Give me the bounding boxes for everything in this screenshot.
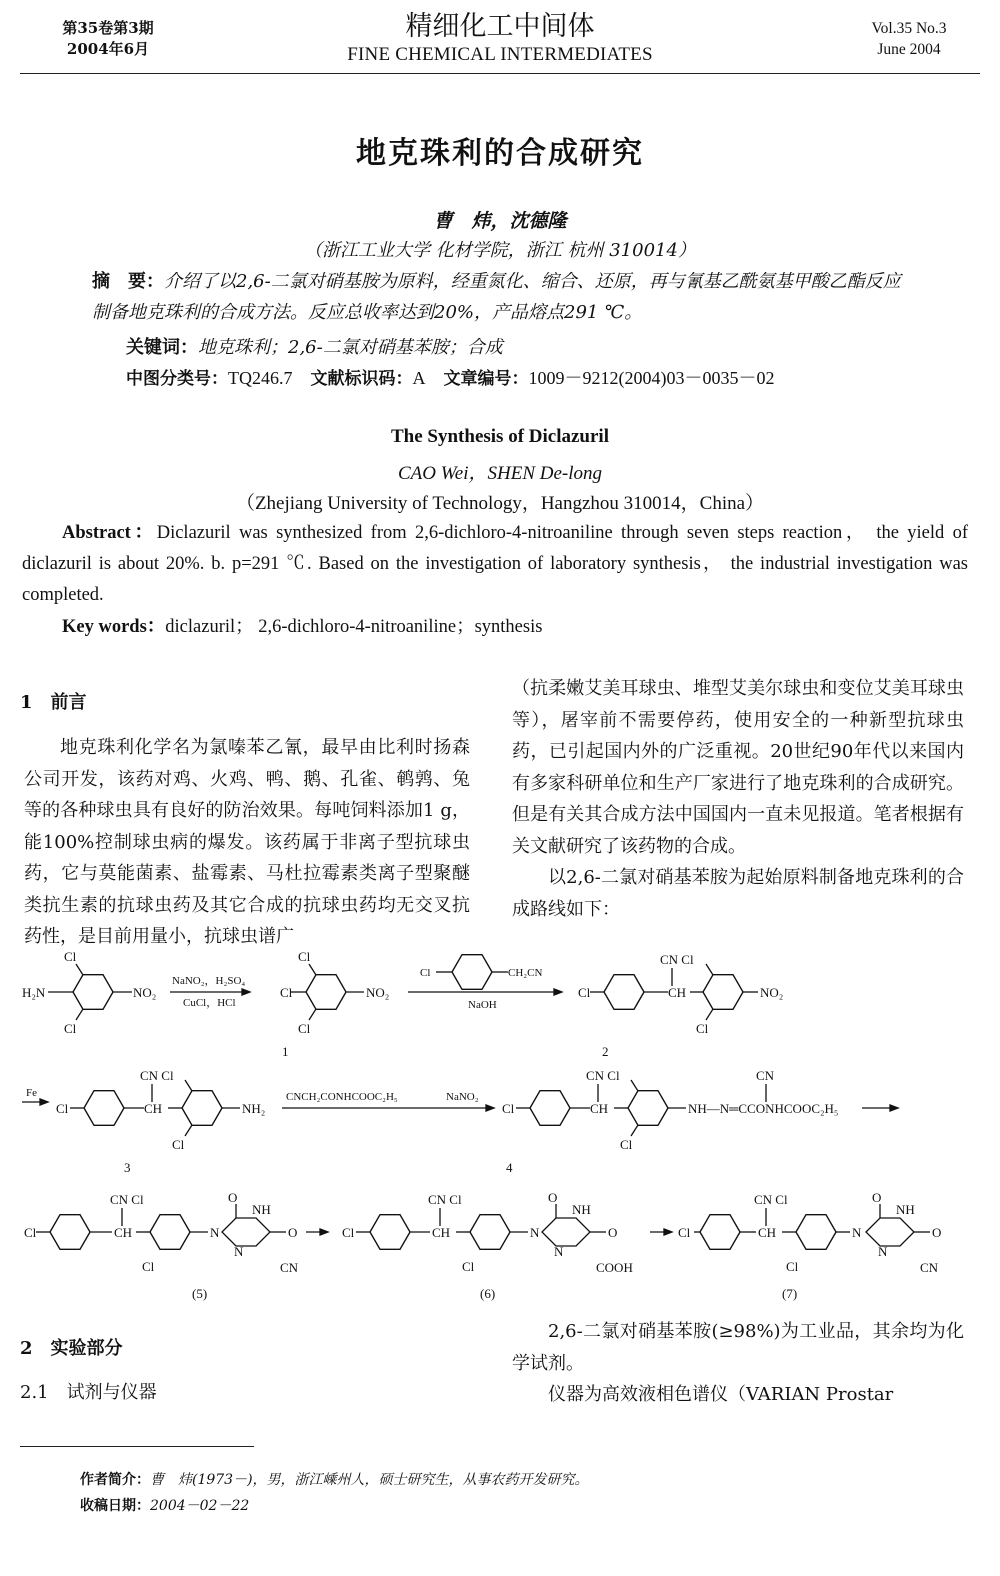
svg-text:NO₂: NO₂ bbox=[760, 985, 784, 1000]
arrow-step1 bbox=[170, 989, 250, 995]
svg-text:N: N bbox=[554, 1244, 564, 1259]
arrow-step3 bbox=[282, 1105, 494, 1111]
footnote-received-label: 收稿日期： bbox=[80, 1498, 150, 1514]
svg-text:Cl: Cl bbox=[142, 1259, 155, 1274]
svg-text:Cl: Cl bbox=[342, 1225, 355, 1240]
svg-text:H₂N: H₂N bbox=[22, 985, 46, 1000]
label-compound-2: 2 bbox=[602, 1044, 609, 1059]
svg-text:CN Cl: CN Cl bbox=[110, 1192, 144, 1207]
label-compound-6: (6) bbox=[480, 1286, 496, 1301]
footnote-received-text: 2004－02－22 bbox=[150, 1498, 250, 1514]
section2-right-column bbox=[512, 1316, 964, 1411]
header-left bbox=[38, 18, 178, 60]
abstract-en-label: Abstract： bbox=[62, 523, 157, 543]
reagent-fe: Fe bbox=[26, 1087, 37, 1099]
footnote-received bbox=[80, 1496, 249, 1516]
journal-header bbox=[280, 10, 720, 66]
paper-title-en: The Synthesis of Diclazuril bbox=[391, 426, 609, 447]
svg-text:NO₂: NO₂ bbox=[133, 985, 157, 1000]
svg-text:CH: CH bbox=[114, 1225, 133, 1240]
section2-heading: 2 实验部分 bbox=[20, 1338, 123, 1359]
svg-text:CN Cl: CN Cl bbox=[586, 1068, 620, 1083]
article-label: 文章编号： bbox=[443, 369, 529, 389]
section1-para1-cont: （抗柔嫩艾美耳球虫、堆型艾美尔球虫和变位艾美耳球虫等），屠宰前不需要停药，使用安全的一种新型抗球虫药，已引起国内外的广泛重视。20世纪90年代以来国内有多家科研单位和生产厂家进行了地克珠利的合成研究。但是有关其合成方法中国国内一直未见报道。笔者根据有关文献研究了该药物的合成。 bbox=[512, 678, 964, 857]
svg-text:CH: CH bbox=[758, 1225, 777, 1240]
svg-text:CH: CH bbox=[144, 1101, 163, 1116]
keywords-en-text: diclazuril； 2,6-dichloro-4-nitroaniline；synthesis bbox=[165, 617, 543, 637]
reagents3: CNCH₂CONHCOOC₂H₅ bbox=[286, 1091, 398, 1103]
arrow-step6 bbox=[650, 1229, 672, 1235]
keywords-en bbox=[62, 612, 542, 638]
article-value: 1009－9212(2004)03－0035－02 bbox=[528, 368, 775, 388]
abstract-en-text: Diclazuril was synthesized from 2,6-dichloro-4-nitroaniline through seven steps reaction， the yield of diclazuril is about 20%. b. p=291 ℃. Based on the investigation of laboratory synthesis， the industrial investigation was completed. bbox=[22, 523, 968, 605]
section1-heading: 1 前言 bbox=[20, 692, 87, 713]
svg-text:NH: NH bbox=[896, 1202, 915, 1217]
clc-label: 中图分类号： bbox=[126, 369, 228, 389]
svg-text:CH₂CN: CH₂CN bbox=[508, 967, 543, 979]
svg-text:NH: NH bbox=[572, 1202, 591, 1217]
compound-5 bbox=[36, 1204, 286, 1249]
svg-text:Cl: Cl bbox=[64, 1021, 77, 1036]
journal-name-en: FINE CHEMICAL INTERMEDIATES bbox=[347, 44, 653, 65]
footnote-author-label: 作者简介： bbox=[80, 1472, 150, 1488]
reagent-benzyl-cyanide bbox=[436, 955, 508, 990]
svg-text:Cl: Cl bbox=[578, 985, 591, 1000]
authors-en: CAO Wei，SHEN De-long bbox=[397, 463, 603, 484]
svg-text:CN: CN bbox=[756, 1068, 775, 1083]
label-compound-5: (5) bbox=[192, 1286, 208, 1301]
svg-text:Cl: Cl bbox=[696, 1021, 709, 1036]
svg-text:O: O bbox=[548, 1190, 558, 1205]
svg-text:CH: CH bbox=[668, 985, 687, 1000]
svg-text:Cl: Cl bbox=[24, 1225, 37, 1240]
svg-text:CN: CN bbox=[920, 1260, 939, 1275]
svg-text:NH₂: NH₂ bbox=[242, 1101, 266, 1116]
header-rule bbox=[20, 73, 980, 74]
clc-value: TQ246.7 bbox=[228, 368, 293, 388]
svg-text:Cl: Cl bbox=[678, 1225, 691, 1240]
compound-7 bbox=[694, 1204, 930, 1249]
svg-text:O: O bbox=[872, 1190, 882, 1205]
arrow-fe bbox=[22, 1099, 48, 1105]
label-compound-4: 4 bbox=[506, 1160, 513, 1175]
svg-text:CN Cl: CN Cl bbox=[660, 952, 694, 967]
svg-text:CN Cl: CN Cl bbox=[754, 1192, 788, 1207]
abstract-en bbox=[22, 518, 968, 611]
section2-para1: 2,6-二氯对硝基苯胺(≥98%)为工业品，其余均为化学试剂。 bbox=[512, 1321, 964, 1374]
svg-text:Cl: Cl bbox=[64, 949, 77, 964]
reagents1b: CuCl，HCl bbox=[183, 997, 236, 1009]
svg-text:Cl: Cl bbox=[298, 949, 311, 964]
svg-text:N: N bbox=[878, 1244, 888, 1259]
svg-text:CN Cl: CN Cl bbox=[140, 1068, 174, 1083]
section2-para2: 仪器为高效液相色谱仪（VARIAN Prostar bbox=[548, 1384, 894, 1405]
volume-issue-en: Vol.35 No.3 bbox=[871, 20, 947, 37]
affiliation-cn: （浙江工业大学 化材学院，浙江 杭州 310014） bbox=[304, 240, 696, 261]
abstract-cn-label: 摘 要： bbox=[92, 271, 164, 292]
svg-text:NH—N═CCONHCOOC₂H₅: NH—N═CCONHCOOC₂H₅ bbox=[688, 1101, 839, 1116]
svg-text:CN: CN bbox=[280, 1260, 299, 1275]
abstract-cn bbox=[92, 266, 910, 328]
arrow-step5 bbox=[306, 1229, 328, 1235]
section1-para1: 地克珠利化学名为氯嗪苯乙氰，最早由比利时扬森公司开发，该药对鸡、火鸡、鸭、鹅、孔雀、鹌鹑、兔等的各种球虫具有良好的防治效果。每吨饲料添加1 g，能100%控制球虫病的爆发。该药属于非离子型抗球虫药，它与莫能菌素、盐霉素、马杜拉霉素类离子型聚醚类抗生素的抗球虫药及其它合成的抗球虫药均无交叉抗药性，是目前用量小，抗球虫谱广 bbox=[24, 737, 470, 947]
footnote-author-text: 曹 炜(1973－)，男，浙江嵊州人，硕士研究生，从事农药开发研究。 bbox=[150, 1472, 589, 1488]
abstract-cn-text: 介绍了以2,6-二氯对硝基胺为原料，经重氮化、缩合、还原，再与氰基乙酰氨基甲酸乙酯反应制备地克珠利的合成方法。反应总收率达到20%，产品熔点291 ℃。 bbox=[92, 271, 901, 323]
header-right bbox=[850, 18, 968, 60]
authors-cn: 曹 炜，沈德隆 bbox=[433, 210, 567, 232]
label-compound-1: 1 bbox=[282, 1044, 289, 1059]
svg-text:Cl: Cl bbox=[280, 985, 293, 1000]
svg-text:CH: CH bbox=[590, 1101, 609, 1116]
date-en: June 2004 bbox=[877, 41, 941, 58]
svg-text:O: O bbox=[932, 1225, 942, 1240]
classification-line bbox=[126, 364, 775, 390]
svg-text:N: N bbox=[852, 1225, 862, 1240]
paper-title-cn: 地克珠利的合成研究 bbox=[356, 136, 644, 171]
synthesis-scheme bbox=[0, 946, 1000, 1314]
doc-label: 文献标识码： bbox=[310, 369, 413, 389]
svg-text:Cl: Cl bbox=[462, 1259, 475, 1274]
affiliation-en: （Zhejiang University of Technology，Hangzhou 310014，China） bbox=[235, 493, 765, 514]
svg-text:N: N bbox=[210, 1225, 220, 1240]
svg-text:N: N bbox=[530, 1225, 540, 1240]
svg-text:NO₂: NO₂ bbox=[366, 985, 390, 1000]
svg-text:Cl: Cl bbox=[298, 1021, 311, 1036]
svg-text:CN Cl: CN Cl bbox=[428, 1192, 462, 1207]
keywords-en-label: Key words： bbox=[62, 617, 166, 637]
compound-6 bbox=[356, 1204, 606, 1249]
svg-text:Cl: Cl bbox=[502, 1101, 515, 1116]
footnote-rule bbox=[20, 1446, 254, 1447]
section1-left-column bbox=[24, 732, 470, 953]
arrow-step2 bbox=[408, 989, 562, 995]
volume-issue-cn: 第35卷第3期 bbox=[62, 19, 154, 37]
svg-text:NH: NH bbox=[252, 1202, 271, 1217]
reagents2: NaOH bbox=[468, 999, 497, 1011]
svg-text:O: O bbox=[608, 1225, 618, 1240]
reagents1: NaNO₂，H₂SO₄ bbox=[172, 975, 246, 987]
svg-text:Cl: Cl bbox=[56, 1101, 69, 1116]
svg-text:O: O bbox=[228, 1190, 238, 1205]
footnote-author bbox=[80, 1470, 589, 1490]
journal-name-cn: 精细化工中间体 bbox=[405, 11, 595, 42]
starting-material bbox=[48, 964, 132, 1020]
reagents3b: NaNO₂ bbox=[446, 1091, 479, 1103]
svg-text:Cl: Cl bbox=[786, 1259, 799, 1274]
section1-para2: 以2,6-二氯对硝基苯胺为起始原料制备地克珠利的合成路线如下： bbox=[512, 867, 964, 920]
keywords-cn bbox=[126, 332, 503, 363]
svg-text:O: O bbox=[288, 1225, 298, 1240]
keywords-cn-text: 地克珠利；2,6-二氯对硝基苯胺；合成 bbox=[198, 337, 503, 358]
compound-1 bbox=[290, 964, 364, 1020]
label-compound-7: (7) bbox=[782, 1286, 798, 1301]
date-cn: 2004年6月 bbox=[66, 40, 150, 58]
svg-text:Cl: Cl bbox=[420, 967, 431, 979]
label-compound-3: 3 bbox=[124, 1160, 131, 1175]
svg-text:Cl: Cl bbox=[172, 1137, 185, 1152]
section2-subheading: 2.1 试剂与仪器 bbox=[20, 1382, 157, 1403]
svg-text:CH: CH bbox=[432, 1225, 451, 1240]
doc-value: A bbox=[412, 368, 426, 388]
svg-text:N: N bbox=[234, 1244, 244, 1259]
svg-text:COOH: COOH bbox=[596, 1260, 633, 1275]
keywords-cn-label: 关键词： bbox=[126, 337, 198, 358]
section1-right-column bbox=[512, 673, 964, 925]
svg-text:Cl: Cl bbox=[620, 1137, 633, 1152]
